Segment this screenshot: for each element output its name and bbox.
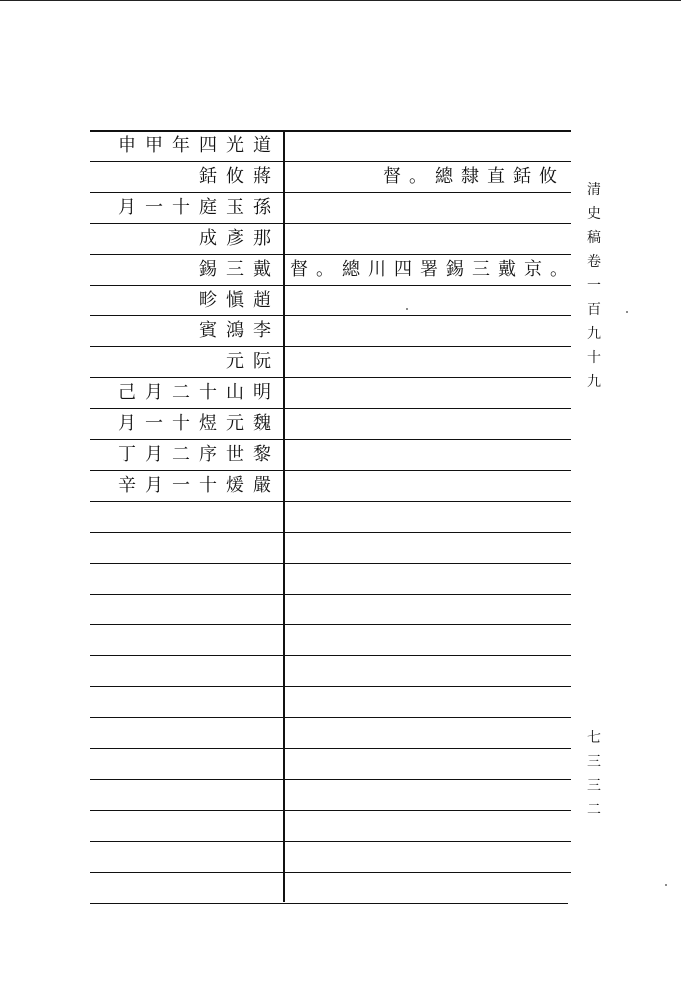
left-cell: 賓鴻李 xyxy=(199,320,280,341)
right-cell xyxy=(290,315,565,346)
margin-title: 清史稿卷一百九十九 xyxy=(587,182,601,390)
left-cell: 辛月一十煖嚴 xyxy=(118,475,280,496)
right-cell xyxy=(290,377,565,408)
right-cell xyxy=(290,872,565,903)
left-cell: 元阮 xyxy=(226,351,280,372)
right-cell xyxy=(290,624,565,655)
table-row xyxy=(90,779,571,810)
left-cell xyxy=(90,841,280,872)
right-cell xyxy=(290,285,565,316)
right-cell xyxy=(290,346,565,377)
left-cell xyxy=(90,779,280,810)
table-row xyxy=(90,748,571,779)
table-row xyxy=(90,563,571,594)
left-cell: 成彥那 xyxy=(199,228,280,249)
table-row xyxy=(90,192,571,223)
left-cell: 己月二十山明 xyxy=(118,382,280,403)
table-row xyxy=(90,686,571,717)
right-cell xyxy=(290,748,565,779)
right-cell: 督。總隸直銛攸 xyxy=(383,166,565,187)
left-cell xyxy=(90,686,280,717)
right-cell xyxy=(290,686,565,717)
left-cell xyxy=(90,717,280,748)
right-cell xyxy=(290,223,565,254)
table-row xyxy=(90,717,571,748)
left-cell: 錫三戴 xyxy=(199,259,280,280)
left-cell: 畛愼趙 xyxy=(199,290,280,311)
left-cell xyxy=(90,655,280,686)
left-cell: 月一十庭玉孫 xyxy=(118,197,280,218)
right-cell xyxy=(290,439,565,470)
row-rule xyxy=(90,903,568,904)
right-cell xyxy=(290,532,565,563)
right-cell xyxy=(290,501,565,532)
table-row xyxy=(90,315,571,346)
table-row xyxy=(90,872,571,903)
column-divider xyxy=(283,130,285,902)
right-cell xyxy=(290,779,565,810)
left-cell xyxy=(90,501,280,532)
right-cell xyxy=(290,563,565,594)
table-row xyxy=(90,532,571,563)
right-cell xyxy=(290,130,565,161)
table-row xyxy=(90,470,571,501)
page-number: 七三三二 xyxy=(587,730,601,818)
table-row xyxy=(90,346,571,377)
table-row xyxy=(90,439,571,470)
table-row xyxy=(90,810,571,841)
left-cell: 丁月二序世黎 xyxy=(118,444,280,465)
left-cell xyxy=(90,624,280,655)
table-row xyxy=(90,223,571,254)
table-row xyxy=(90,655,571,686)
table-row xyxy=(90,594,571,625)
left-cell: 銛攸蔣 xyxy=(199,166,280,187)
left-cell: 月一十煜元魏 xyxy=(118,413,280,434)
right-cell xyxy=(290,655,565,686)
right-cell xyxy=(290,810,565,841)
left-cell xyxy=(90,594,280,625)
left-cell xyxy=(90,810,280,841)
scan-speck xyxy=(626,311,628,313)
scan-speck xyxy=(665,884,667,886)
table-row xyxy=(90,285,571,316)
scan-speck xyxy=(406,308,408,310)
table-row xyxy=(90,841,571,872)
table-row xyxy=(90,624,571,655)
right-cell xyxy=(290,841,565,872)
right-cell xyxy=(290,594,565,625)
scan-top-edge xyxy=(0,0,681,1)
table-row xyxy=(90,254,576,285)
table-row xyxy=(90,130,571,161)
table-row xyxy=(90,501,571,532)
left-cell xyxy=(90,872,280,903)
right-cell xyxy=(290,192,565,223)
table-row xyxy=(90,377,571,408)
left-cell xyxy=(90,748,280,779)
left-cell xyxy=(90,563,280,594)
left-cell: 申甲年四光道 xyxy=(118,135,280,156)
left-cell xyxy=(90,532,280,563)
right-cell xyxy=(290,470,565,501)
right-cell xyxy=(290,408,565,439)
table-row xyxy=(90,161,571,192)
right-cell xyxy=(290,717,565,748)
table-row xyxy=(90,408,571,439)
right-cell: 督。總川四署錫三戴京。 xyxy=(290,259,576,280)
